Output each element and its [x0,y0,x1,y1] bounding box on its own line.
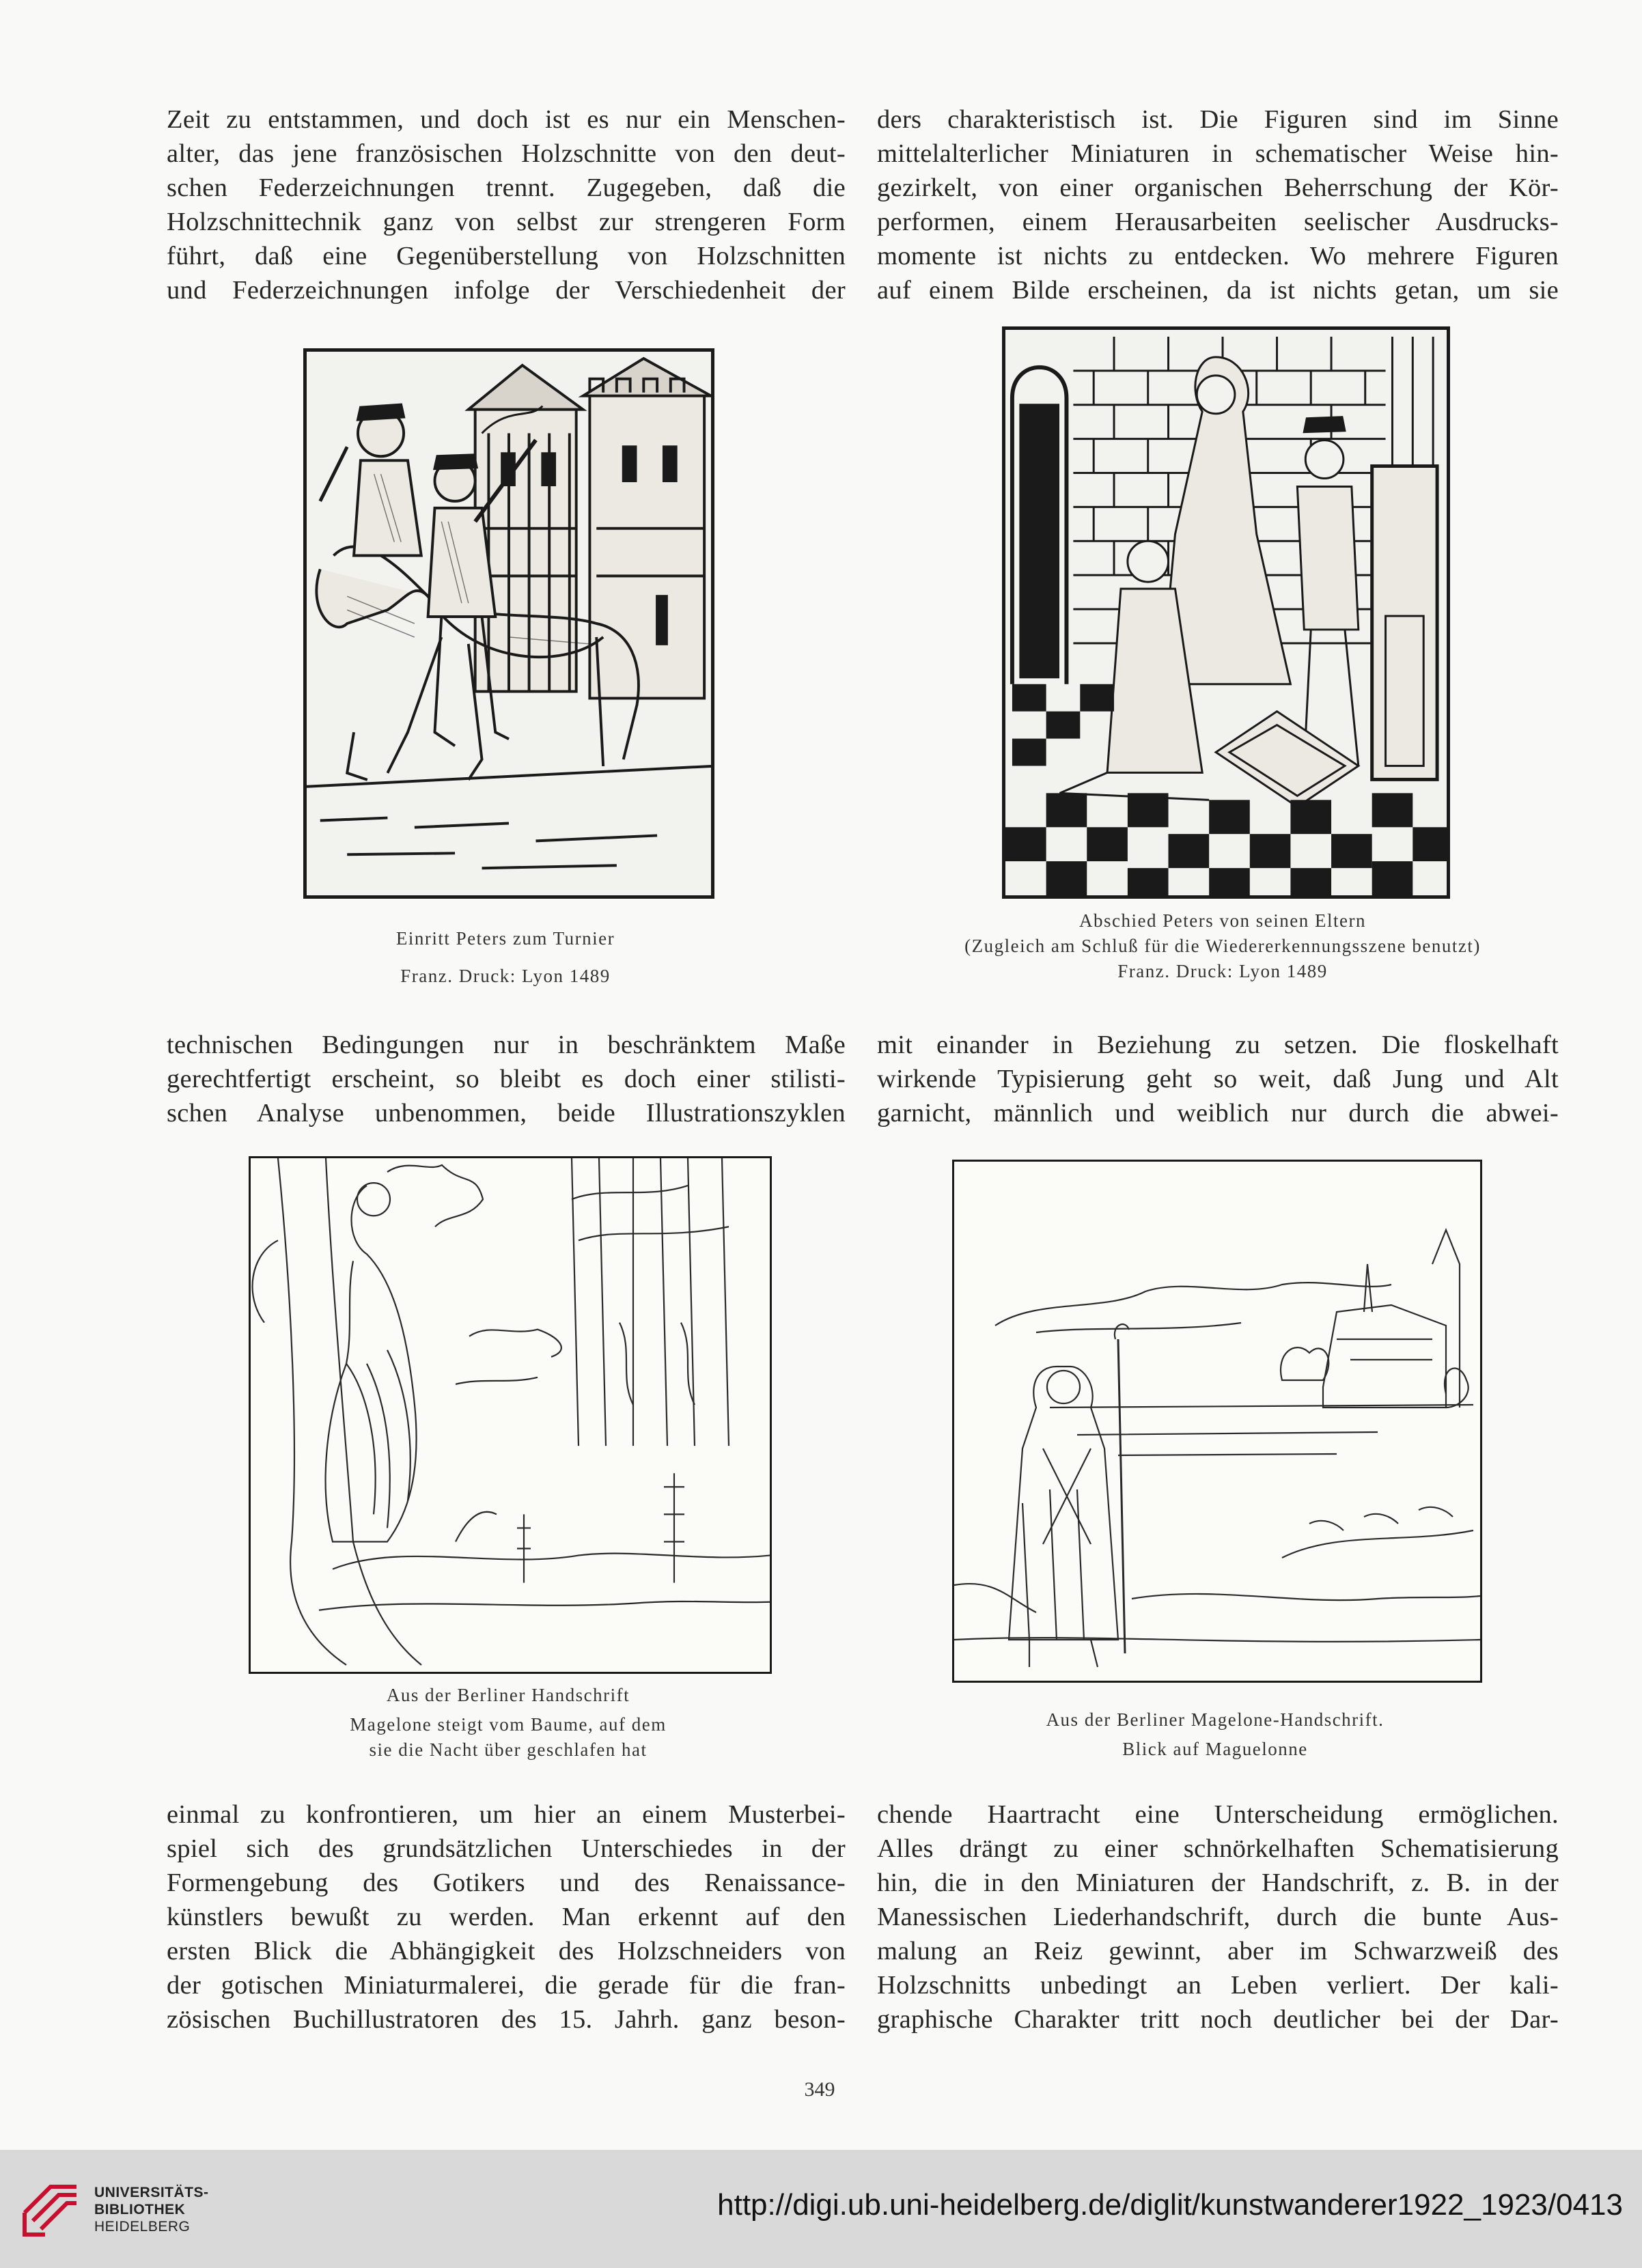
pen-drawing-pilgrim-illustration [954,1162,1480,1681]
library-name-line: BIBLIOTHEK [94,2202,186,2217]
text-line: schen Federzeichnungen trennt. Zugegeben, daß die [167,173,846,202]
text-line: ders charakteristisch ist. Die Figuren sind im Sinne [877,105,1559,134]
text-line: gerechtfertigt erscheint, so bleibt es doch einer stilisti- [167,1065,846,1093]
text-line: Holzschnitts unbedingt an Leben verliert. Der kali- [877,1971,1559,2000]
caption-line: Einritt Peters zum Turnier [395,928,615,949]
text-line: wirkende Typisierung geht so weit, daß Jung und Alt [877,1065,1559,1093]
text-line: Alles drängt zu einer schnörkelhaften Schematisierung [877,1834,1559,1863]
text-line: chende Haartracht eine Unterscheidung ermöglichen. [877,1800,1559,1829]
library-name-line: UNIVERSITÄTS- [94,2185,209,2200]
caption-line: Aus der Berliner Magelone-Handschrift. [1046,1709,1384,1730]
text-line: Holzschnittechnik ganz von selbst zur strengeren Form [167,208,846,236]
permalink-url[interactable]: http://digi.ub.uni-heidelberg.de/diglit/kunstwanderer1922_1923/0413 [717,2188,1623,2222]
figure-pen-drawing-tree [249,1156,772,1674]
text-line: auf einem Bilde erscheinen, da ist nichts getan, um sie [877,276,1559,305]
woodcut-interior-illustration [1005,330,1447,895]
text-line: einmal zu konfrontieren, um hier an einem Musterbei- [167,1800,846,1829]
text-line: Zeit zu entstammen, und doch ist es nur ein Menschen- [167,105,846,134]
text-line: graphische Charakter tritt noch deutlicher bei der Dar- [877,2005,1559,2034]
caption-line: Franz. Druck: Lyon 1489 [1117,961,1328,981]
text-line: Manessischen Liederhandschrift, durch die bunte Aus- [877,1903,1559,1931]
caption-figure-2 [874,908,1571,984]
text-line: garnicht, männlich und weiblich nur durch die abwei- [877,1099,1559,1128]
text-line: ersten Blick die Abhängigkeit des Holzschneiders von [167,1937,846,1965]
library-name[interactable] [94,2184,209,2235]
text-line: Formengebung des Gotikers und des Renaissance- [167,1868,846,1897]
text-line: schen Analyse unbenommen, beide Illustrationszyklen [167,1099,846,1128]
text-line: der gotischen Miniaturmalerei, die gerade für die fran- [167,1971,846,2000]
caption-figure-1 [303,926,708,989]
text-middle-right [877,1028,1559,1130]
caption-line: Magelone steigt vom Baume, auf dem [350,1714,667,1735]
text-line: alter, das jene französischen Holzschnitte von den deut- [167,139,846,168]
caption-line: Franz. Druck: Lyon 1489 [400,966,611,986]
caption-line: (Zugleich am Schluß für die Wiedererkennungsszene benutzt) [964,936,1481,956]
library-footer [0,2150,1642,2268]
figure-woodcut-tournament [303,348,714,899]
caption-line: Blick auf Maguelonne [1122,1739,1308,1759]
text-line: mit einander in Beziehung zu setzen. Die floskelhaft [877,1031,1559,1059]
pen-drawing-forest-illustration [251,1158,770,1672]
text-top-left [167,102,846,307]
figure-woodcut-farewell [1002,326,1450,899]
text-line: und Federzeichnungen infolge der Verschiedenheit der [167,276,846,305]
text-bottom-right [877,1797,1559,2036]
caption-line: Abschied Peters von seinen Eltern [1079,910,1366,931]
figure-pen-drawing-landscape [952,1160,1482,1683]
text-line: malung an Reiz gewinnt, aber im Schwarzweiß des [877,1937,1559,1965]
text-line: hin, die in den Miniaturen der Handschrift, z. B. in der [877,1868,1559,1897]
library-name-line: HEIDELBERG [94,2219,191,2235]
text-line: zösischen Buchillustratoren des 15. Jahrh. ganz beson- [167,2005,846,2034]
text-line: technischen Bedingungen nur in beschränktem Maße [167,1031,846,1059]
text-line: führt, daß eine Gegenüberstellung von Holzschnitten [167,242,846,270]
caption-line: Aus der Berliner Handschrift [386,1685,630,1705]
caption-figure-3 [249,1683,768,1763]
text-middle-left [167,1028,846,1130]
text-line: künstlers bewußt zu werden. Man erkennt auf den [167,1903,846,1931]
text-bottom-left [167,1797,846,2036]
text-line: gezirkelt, von einer organischen Beherrschung der Kör- [877,173,1559,202]
text-line: spiel sich des grundsätzlichen Unterschiedes in der [167,1834,846,1863]
text-line: performen, einem Herausarbeiten seelischer Ausdrucks- [877,208,1559,236]
text-top-right [877,102,1559,307]
page-number: 349 [804,2078,835,2101]
text-line: momente ist nichts zu entdecken. Wo mehrere Figuren [877,242,1559,270]
university-library-logo-icon[interactable] [18,2173,86,2241]
caption-line: sie die Nacht über geschlafen hat [369,1739,648,1760]
woodcut-rider-illustration [307,352,711,895]
text-line: mittelalterlicher Miniaturen in schematischer Weise hin- [877,139,1559,168]
caption-figure-4 [952,1707,1478,1762]
